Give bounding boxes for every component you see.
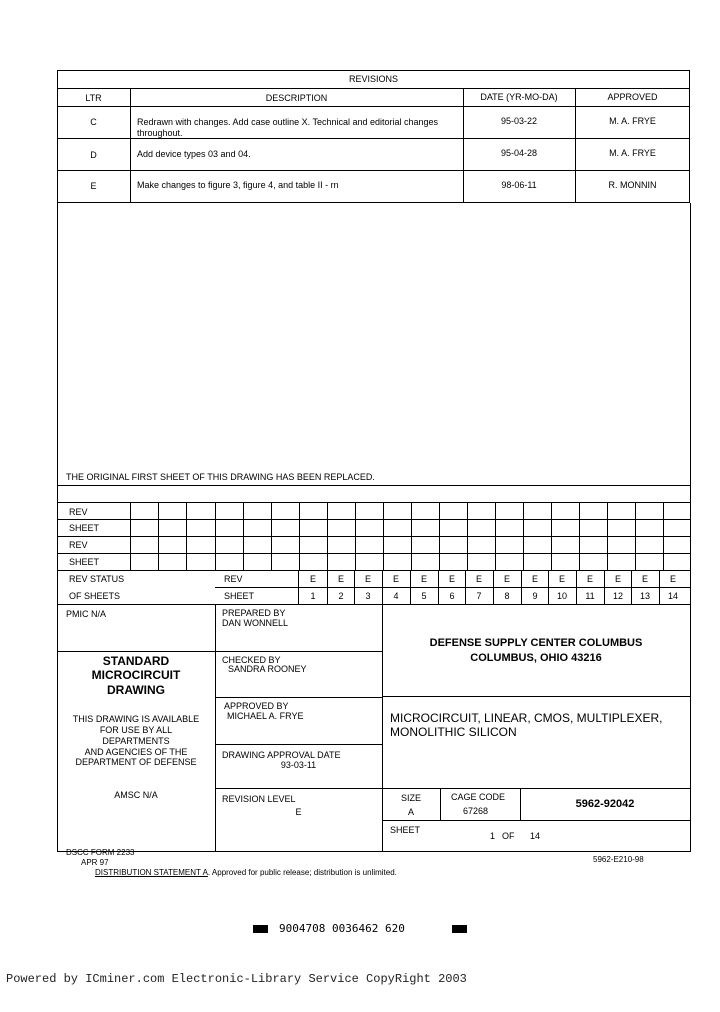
sheet-number: 11 xyxy=(585,591,595,601)
revision-ltr: D xyxy=(90,150,97,160)
revision-date: 95-04-28 xyxy=(500,148,538,158)
sheet-number: 3 xyxy=(365,591,371,601)
sheet-number: 7 xyxy=(476,591,482,601)
availability-note: FOR USE BY ALL xyxy=(99,725,173,735)
checked-name: SANDRA ROONEY xyxy=(228,664,307,674)
rev-status-value: E xyxy=(337,574,344,584)
size-value: A xyxy=(408,807,415,817)
rev-status-value: E xyxy=(503,574,510,584)
rev-status-value: E xyxy=(309,574,316,584)
standard-title: DRAWING xyxy=(107,683,165,697)
agency-address: COLUMBUS, OHIO 43216 xyxy=(470,652,602,664)
amsc-label: AMSC N/A xyxy=(114,790,158,800)
availability-note: AND AGENCIES OF THE xyxy=(84,747,188,757)
rev-status-label: REV STATUS xyxy=(69,574,125,584)
revision-level-label: REVISION LEVEL xyxy=(222,794,296,804)
sheet-label: SHEET xyxy=(224,591,255,601)
sheet-total: 14 xyxy=(530,831,541,841)
standard-title: MICROCIRCUIT xyxy=(91,668,181,682)
rev-label: REV xyxy=(69,540,88,550)
rev-status-value: E xyxy=(420,574,427,584)
form-date: APR 97 xyxy=(81,858,109,867)
rev-status-value: E xyxy=(614,574,621,584)
approval-date-label: DRAWING APPROVAL DATE xyxy=(222,750,341,760)
rev-status-value: E xyxy=(531,574,538,584)
rev-status-value: E xyxy=(586,574,593,584)
header-description: DESCRIPTION xyxy=(265,93,328,103)
revision-date: 98-06-11 xyxy=(501,180,537,190)
rev-status-value: E xyxy=(669,574,676,584)
sheet-number: 13 xyxy=(639,591,650,601)
sheet-number: 2 xyxy=(338,591,344,601)
original-sheet-note: THE ORIGINAL FIRST SHEET OF THIS DRAWING HAS BEEN REPLACED. xyxy=(66,472,375,482)
sheet-number: 14 xyxy=(667,591,678,601)
rev-label: REV xyxy=(224,574,243,584)
drawing-title: MONOLITHIC SILICON xyxy=(390,725,517,739)
sheet-number: 8 xyxy=(504,591,510,601)
availability-note: THIS DRAWING IS AVAILABLE xyxy=(72,714,200,724)
drawing-title: MICROCIRCUIT, LINEAR, CMOS, MULTIPLEXER, xyxy=(390,711,663,725)
powered-by-footer: Powered by ICminer.com Electronic-Library Service CopyRight 2003 xyxy=(6,972,467,986)
rev-status-value: E xyxy=(448,574,455,584)
rev-status-value: E xyxy=(392,574,399,584)
sheet-number: 10 xyxy=(556,591,567,601)
availability-note: DEPARTMENTS xyxy=(102,736,170,746)
standard-title: STANDARD xyxy=(102,654,170,668)
revision-description: Make changes to figure 3, figure 4, and table II - rn xyxy=(137,180,339,190)
sheet-number: 1 xyxy=(310,591,316,601)
pmic-label: PMIC N/A xyxy=(66,609,107,619)
revision-description: Redrawn with changes. Add case outline X. Technical and editorial changes throughout. xyxy=(137,117,439,138)
revision-ltr: E xyxy=(90,181,97,191)
sheet-number: 5 xyxy=(421,591,427,601)
barcode-block-right xyxy=(452,925,467,933)
revision-ltr: C xyxy=(90,117,97,127)
revision-level-value: E xyxy=(295,807,302,817)
rev-status-value: E xyxy=(364,574,371,584)
header-date: DATE (YR-MO-DA) xyxy=(480,92,558,102)
agency-name: DEFENSE SUPPLY CENTER COLUMBUS xyxy=(429,637,643,649)
approved-label: APPROVED BY xyxy=(224,701,289,711)
revision-approved: M. A. FRYE xyxy=(609,116,656,126)
distribution-statement xyxy=(95,867,397,878)
cage-code-label: CAGE CODE xyxy=(451,792,506,802)
approval-date-value: 93-03-11 xyxy=(280,760,317,770)
size-label: SIZE xyxy=(401,793,422,803)
sheet-label: SHEET xyxy=(69,557,100,567)
sheet-current: 1 xyxy=(490,831,496,841)
of-sheets-label: OF SHEETS xyxy=(69,591,121,601)
barcode-block-left xyxy=(253,925,268,933)
sheet-label: SHEET xyxy=(390,825,421,835)
header-ltr: LTR xyxy=(85,93,102,103)
distribution-label: DISTRIBUTION STATEMENT A xyxy=(95,868,208,877)
header-approved: APPROVED xyxy=(607,92,658,102)
sheet-number: 9 xyxy=(532,591,538,601)
prepared-label: PREPARED BY xyxy=(222,608,286,618)
sheet-number: 4 xyxy=(393,591,399,601)
approved-name: MICHAEL A. FRYE xyxy=(227,711,304,721)
rev-status-value: E xyxy=(475,574,482,584)
sheet-number: 6 xyxy=(449,591,455,601)
barcode-text: 9004708 0036462 620 xyxy=(279,922,405,935)
cage-code-value: 67268 xyxy=(463,806,489,816)
revision-approved: M. A. FRYE xyxy=(609,148,656,158)
drawing-number: 5962-92042 xyxy=(575,798,635,810)
doc-code: 5962-E210-98 xyxy=(593,855,644,864)
revision-date: 95-03-22 xyxy=(500,116,538,126)
prepared-name: DAN WONNELL xyxy=(222,618,289,628)
availability-note: DEPARTMENT OF DEFENSE xyxy=(75,757,197,767)
sheet-number: 12 xyxy=(612,591,623,601)
sheet-of: OF xyxy=(502,831,515,841)
revision-description: Add device types 03 and 04. xyxy=(137,149,251,159)
revision-approved: R. MONNIN xyxy=(608,180,657,190)
rev-status-value: E xyxy=(641,574,648,584)
rev-status-value: E xyxy=(558,574,565,584)
rev-label: REV xyxy=(69,507,88,517)
checked-label: CHECKED BY xyxy=(222,655,281,665)
revisions-title: REVISIONS xyxy=(348,74,398,84)
form-number: DSCC FORM 2233 xyxy=(66,848,135,857)
sheet-label: SHEET xyxy=(69,523,100,533)
distribution-text: . Approved for public release; distribution is unlimited. xyxy=(207,868,397,877)
